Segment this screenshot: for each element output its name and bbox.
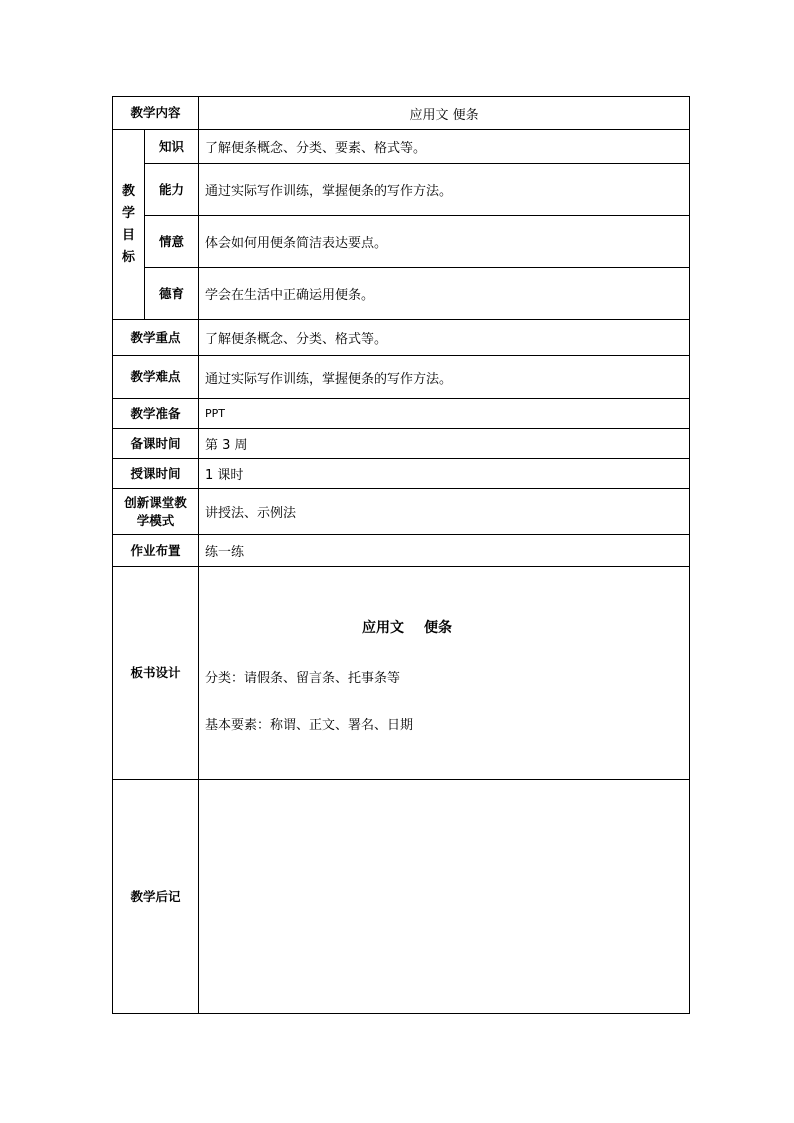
row-preparation bbox=[113, 399, 690, 429]
row-homework bbox=[113, 535, 690, 567]
mode-value: 讲授法、示例法 bbox=[199, 489, 690, 535]
row-key-points bbox=[113, 320, 690, 356]
preparation-label: 教学准备 bbox=[113, 399, 199, 429]
teach-time-label: 授课时间 bbox=[113, 459, 199, 489]
objectives-label-char: 目 bbox=[121, 227, 135, 243]
board-title bbox=[199, 617, 690, 637]
content-label: 教学内容 bbox=[113, 97, 199, 130]
prep-time-label: 备课时间 bbox=[113, 429, 199, 459]
row-teach-time bbox=[113, 459, 690, 489]
row-prep-time bbox=[113, 429, 690, 459]
difficulties-value: 通过实际写作训练，掌握便条的写作方法。 bbox=[199, 356, 690, 399]
objectives-label bbox=[113, 130, 145, 320]
preparation-value: PPT bbox=[199, 399, 690, 429]
row-objective-ability bbox=[113, 164, 690, 216]
row-content bbox=[113, 97, 690, 130]
moral-label: 德育 bbox=[145, 268, 199, 320]
board-content bbox=[199, 567, 690, 780]
homework-value: 练一练 bbox=[199, 535, 690, 567]
objectives-label-char: 标 bbox=[121, 249, 135, 265]
key-points-label: 教学重点 bbox=[113, 320, 199, 356]
emotion-value: 体会如何用便条简洁表达要点。 bbox=[199, 216, 690, 268]
board-title-b: 便条 bbox=[424, 620, 453, 636]
reflection-value bbox=[199, 780, 690, 1014]
row-objective-knowledge bbox=[113, 130, 690, 164]
moral-value: 学会在生活中正确运用便条。 bbox=[199, 268, 690, 320]
ability-value: 通过实际写作训练，掌握便条的写作方法。 bbox=[199, 164, 690, 216]
row-objective-emotion bbox=[113, 216, 690, 268]
reflection-label: 教学后记 bbox=[113, 780, 199, 1014]
mode-label bbox=[113, 489, 199, 535]
knowledge-label: 知识 bbox=[145, 130, 199, 164]
board-line-elements: 基本要素：称谓、正文、署名、日期 bbox=[205, 718, 414, 733]
row-difficulties bbox=[113, 356, 690, 399]
lesson-plan-table bbox=[112, 96, 690, 1014]
board-line-categories: 分类：请假条、留言条、托事条等 bbox=[205, 671, 401, 686]
mode-label-line2: 学模式 bbox=[136, 512, 175, 528]
key-points-value: 了解便条概念、分类、格式等。 bbox=[199, 320, 690, 356]
mode-label-line1: 创新课堂教 bbox=[124, 494, 187, 510]
objectives-label-char: 教 bbox=[121, 183, 135, 199]
emotion-label: 情意 bbox=[145, 216, 199, 268]
row-objective-moral bbox=[113, 268, 690, 320]
objectives-label-char: 学 bbox=[121, 205, 135, 221]
knowledge-value: 了解便条概念、分类、要素、格式等。 bbox=[199, 130, 690, 164]
row-reflection bbox=[113, 780, 690, 1014]
prep-time-value: 第 3 周 bbox=[199, 429, 690, 459]
content-value: 应用文 便条 bbox=[199, 97, 690, 130]
ability-label: 能力 bbox=[145, 164, 199, 216]
teach-time-value: 1 课时 bbox=[199, 459, 690, 489]
row-board bbox=[113, 567, 690, 780]
difficulties-label: 教学难点 bbox=[113, 356, 199, 399]
board-label: 板书设计 bbox=[113, 567, 199, 780]
board-title-a: 应用文 bbox=[362, 620, 405, 636]
homework-label: 作业布置 bbox=[113, 535, 199, 567]
row-mode bbox=[113, 489, 690, 535]
